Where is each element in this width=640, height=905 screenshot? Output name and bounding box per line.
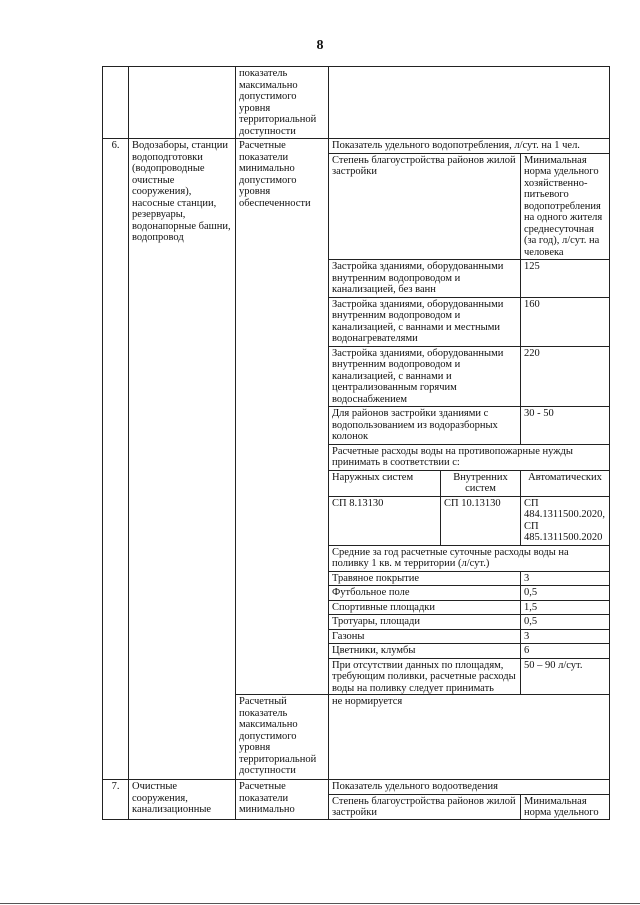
specific-consumption-title: Показатель удельного водопотребления, л/сут. на 1 чел. <box>329 139 609 154</box>
irrigation-value: 0,5 <box>521 586 610 601</box>
row-number: 6. <box>103 139 129 780</box>
norm-label: Застройка зданиями, оборудованными внутренним водопроводом и канализацией, с ваннами и централизованным горячим водоснабжением <box>329 346 521 407</box>
table-row-6 <box>103 139 610 695</box>
norm-label: Для районов застройки зданиями с водопользованием из водоразборных колонок <box>329 407 521 445</box>
fire-header-internal: Внутренних систем <box>441 470 521 496</box>
specific-drainage-title: Показатель удельного водоотведения <box>329 780 609 795</box>
irrigation-label: Цветники, клумбы <box>329 644 521 659</box>
requirements-table <box>102 66 609 820</box>
irrigation-label: Спортивные площадки <box>329 600 521 615</box>
page-number: 8 <box>316 38 324 53</box>
irrigation-label: Тротуары, площади <box>329 615 521 630</box>
header-left: Степень благоустройства районов жилой застройки <box>329 795 521 820</box>
not-regulated-cell: не нормируется <box>329 695 610 780</box>
norm-label: Застройка зданиями, оборудованными внутренним водопроводом и канализацией, с ваннами и местными водонагревателями <box>329 297 521 346</box>
irrigation-label: Травяное покрытие <box>329 571 521 586</box>
bottom-rule <box>0 903 640 904</box>
indicator-cell: Расчетный показатель максимально допустимого уровня территориальной доступности <box>236 695 329 780</box>
norm-value: 30 - 50 <box>521 407 610 445</box>
fire-value-external: СП 8.13130 <box>329 496 441 545</box>
row-number: 7. <box>103 780 129 820</box>
irrigation-value: 6 <box>521 644 610 659</box>
fire-header-external: Наружных систем <box>329 470 441 496</box>
norms-cell <box>329 780 610 820</box>
irrigation-label: Футбольное поле <box>329 586 521 601</box>
header-right: Минимальная норма удельного хозяйственно-питьевого водопотребления на одного жителя среднесуточная (за год), л/сут. на человека <box>521 154 610 260</box>
irrigation-value: 3 <box>521 571 610 586</box>
header-right: Минимальная норма удельного <box>521 795 610 820</box>
indicator-cell: показатель максимально допустимого уровня территориальной доступности <box>236 67 329 139</box>
fire-value-automatic: СП 484.1311500.2020, СП 485.1311500.2020 <box>521 496 610 545</box>
irrigation-label: При отсутствии данных по площадям, требующим поливки, расчетные расходы воды на поливку следует принимать <box>329 658 521 695</box>
continuation-row <box>103 67 610 139</box>
fire-value-internal: СП 10.13130 <box>441 496 521 545</box>
irrigation-title: Средние за год расчетные суточные расходы воды на поливку 1 кв. м территории (л/сут.) <box>329 545 610 571</box>
fire-title: Расчетные расходы воды на противопожарные нужды принимать в соответствии с: <box>329 444 610 470</box>
object-cell: Очистные сооружения, канализационные <box>129 780 236 820</box>
indicator-cell: Расчетные показатели минимально <box>236 780 329 820</box>
header-left: Степень благоустройства районов жилой застройки <box>329 154 521 260</box>
irrigation-value: 50 – 90 л/сут. <box>521 658 610 695</box>
indicator-cell: Расчетные показатели минимально допустимого уровня обеспеченности <box>236 139 329 695</box>
norm-label: Застройка зданиями, оборудованными внутренним водопроводом и канализацией, без ванн <box>329 260 521 298</box>
norm-value: 160 <box>521 297 610 346</box>
object-cell: Водозаборы, станции водоподготовки (водопроводные очистные сооружения), насосные станции, резервуары, водонапорные башни, водопровод <box>129 139 236 780</box>
irrigation-label: Газоны <box>329 629 521 644</box>
norms-cell <box>329 139 610 695</box>
norm-value: 125 <box>521 260 610 298</box>
fire-header-automatic: Автоматических <box>521 470 610 496</box>
irrigation-value: 3 <box>521 629 610 644</box>
norm-value: 220 <box>521 346 610 407</box>
irrigation-value: 1,5 <box>521 600 610 615</box>
irrigation-value: 0,5 <box>521 615 610 630</box>
table-row-7 <box>103 780 610 820</box>
